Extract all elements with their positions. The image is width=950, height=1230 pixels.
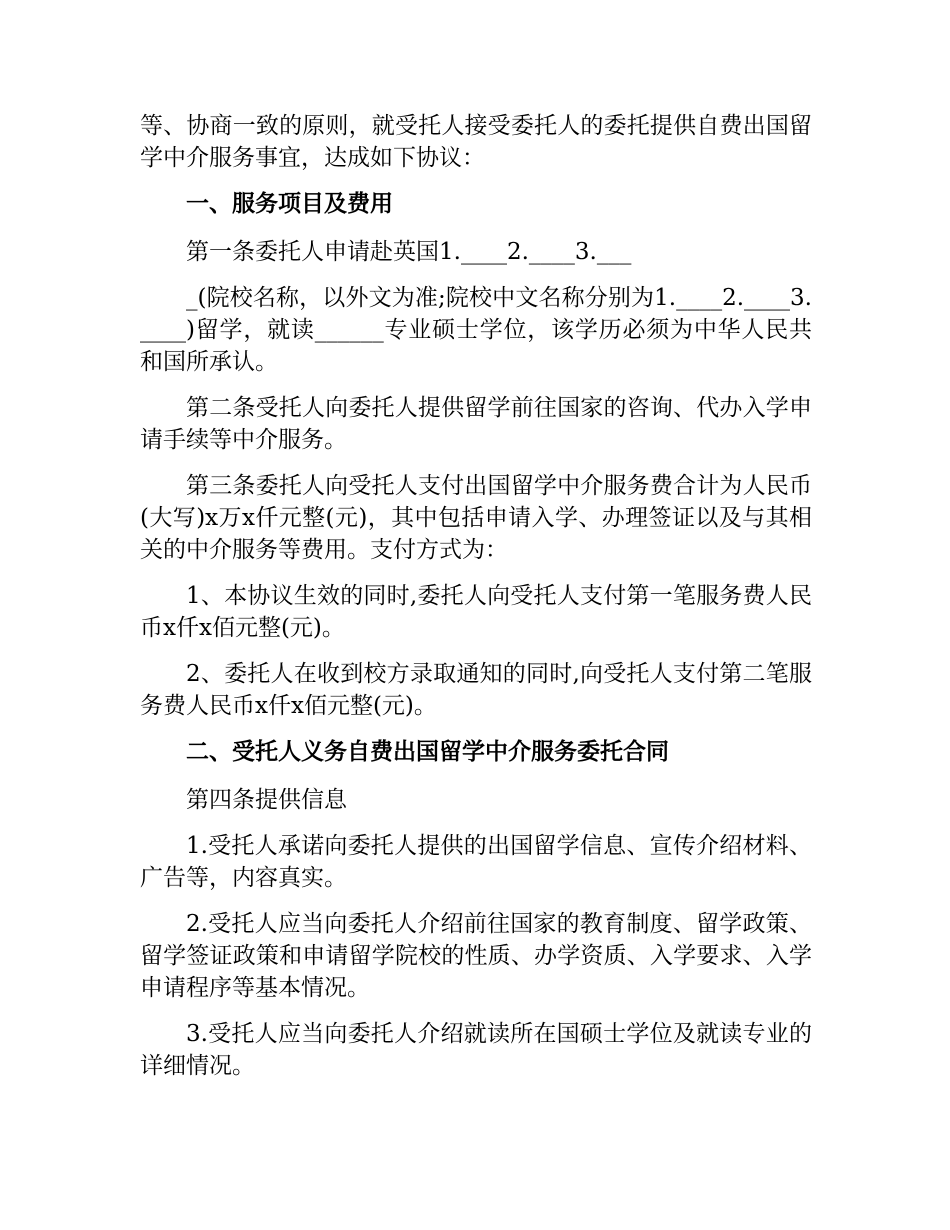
article-4-title: 第四条提供信息 <box>186 787 347 813</box>
document-body <box>140 110 812 1096</box>
payment-item-1: 1、本协议生效的同时,委托人向受托人支付第一笔服务费人民币x仟x佰元整(元)。 <box>140 583 812 641</box>
article-1: 第一条委托人申请赴英国1.____2.____3.___ <box>186 239 632 265</box>
article-4-item-2: 2.受托人应当向委托人介绍前往国家的教育制度、留学政策、留学签证政策和申请留学院校的性质、办学资质、入学要求、入学申请程序等基本情况。 <box>140 911 812 1001</box>
section-heading-services-fees: 一、服务项目及费用 <box>186 191 393 217</box>
article-3: 第三条委托人向受托人支付出国留学中介服务费合计为人民币(大写)x万x仟元整(元)，其中包括申请入学、办理签证以及与其相关的中介服务等费用。支付方式为： <box>140 473 812 563</box>
article-1-continued: _(院校名称，以外文为准;院校中文名称分别为1.____2.____3.____)留学，就读______专业硕士学位，该学历必须为中华人民共和国所承认。 <box>140 285 812 375</box>
payment-item-2: 2、委托人在收到校方录取通知的同时,向受托人支付第二笔服务费人民币x仟x佰元整(元)。 <box>140 661 812 719</box>
paragraph-intro-continued: 等、协商一致的原则，就受托人接受委托人的委托提供自费出国留学中介服务事宜，达成如下协议： <box>140 113 812 171</box>
article-4-item-1: 1.受托人承诺向委托人提供的出国留学信息、宣传介绍材料、广告等，内容真实。 <box>140 833 812 891</box>
article-4-item-3: 3.受托人应当向委托人介绍就读所在国硕士学位及就读专业的详细情况。 <box>140 1021 812 1079</box>
section-heading-trustee-obligations: 二、受托人义务自费出国留学中介服务委托合同 <box>186 739 669 765</box>
article-2: 第二条受托人向委托人提供留学前往国家的咨询、代办入学申请手续等中介服务。 <box>140 395 812 453</box>
